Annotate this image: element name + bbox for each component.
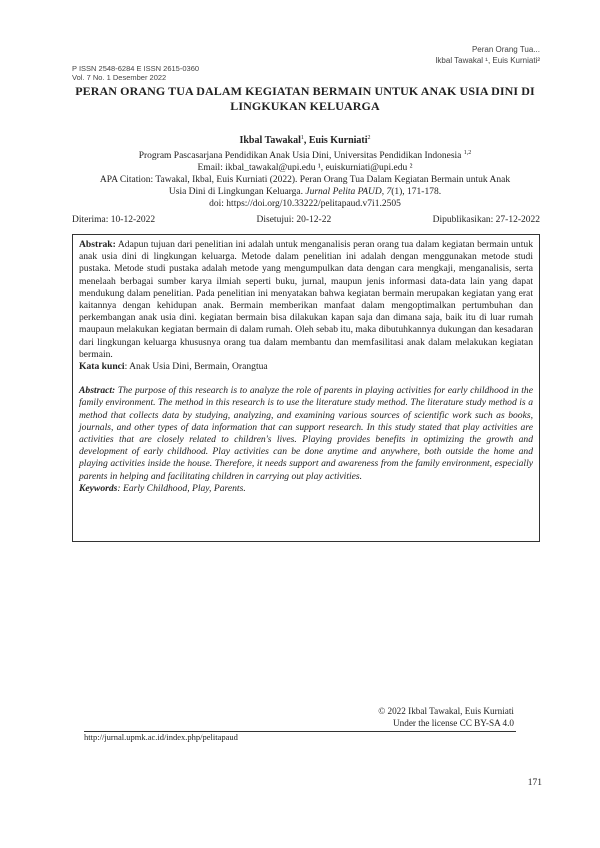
author-1-sup: 1 xyxy=(300,135,304,141)
abstract-en-label: Abstract: xyxy=(79,385,116,397)
doi-link[interactable]: doi: https://doi.org/10.33222/pelitapaud.v7i1.2505 xyxy=(209,199,401,210)
issn-line: P ISSN 2548-6284 E ISSN 2615-0360 xyxy=(72,64,200,73)
paper-title: PERAN ORANG TUA DALAM KEGIATAN BERMAIN UNTUK ANAK USIA DINI DI LINGKUKAN KELUARGA xyxy=(75,84,535,113)
license-line: Under the license CC BY-SA 4.0 xyxy=(393,718,514,728)
email-line: Email: ikbal_tawakal@upi.edu ¹, euiskurniati@upi.edu ² xyxy=(197,163,413,174)
page-number: 171 xyxy=(527,778,542,788)
keywords-id-text: : Anak Usia Dini, Bermain, Orangtua xyxy=(124,361,268,373)
license-block xyxy=(378,705,514,729)
author-2-sup: 2 xyxy=(367,135,371,141)
date-received: Diterima: 10-12-2022 xyxy=(72,215,156,225)
affiliation-text: Program Pascasarjana Pendidikan Anak Usia Dini, Universitas Pendidikan Indonesia xyxy=(138,151,462,162)
running-head-authors: Ikbal Tawakal ¹, Euis Kurniati² xyxy=(435,56,540,65)
date-published: Dipublikasikan: 27-12-2022 xyxy=(432,215,540,225)
keywords-id-label: Kata kunci xyxy=(79,361,125,373)
dates-row xyxy=(72,215,540,225)
author-block xyxy=(72,132,538,210)
abstract-english xyxy=(79,385,533,483)
citation-line-2 xyxy=(72,186,538,198)
abstract-indonesian xyxy=(79,239,533,361)
affiliation-sup: 1,2 xyxy=(463,150,472,157)
abstract-box xyxy=(72,234,540,542)
keywords-english xyxy=(79,483,533,495)
abstract-id-label: Abstrak: xyxy=(79,239,116,250)
copyright-line: © 2022 Ikbal Tawakal, Euis Kurniati xyxy=(378,706,514,716)
keywords-indonesian xyxy=(79,361,533,373)
affiliation xyxy=(72,147,538,162)
running-head xyxy=(435,44,540,66)
keywords-en-text: : Early Childhood, Play, Parents. xyxy=(117,482,246,494)
citation-line-1: APA Citation: Tawakal, Ikbal, Euis Kurniati (2022). Peran Orang Tua Dalam Kegiatan Bermain untuk Anak xyxy=(99,175,511,186)
volume-line: Vol. 7 No. 1 Desember 2022 xyxy=(72,73,167,82)
author-2: Euis Kurniati xyxy=(308,135,368,147)
running-head-title: Peran Orang Tua... xyxy=(471,45,540,54)
date-approved: Disetujui: 20-12-22 xyxy=(256,215,332,225)
citation-prefix: Usia Dini di Lingkungan Keluarga. xyxy=(168,187,306,198)
citation-rest: (1), 171-178. xyxy=(391,187,442,198)
author-names xyxy=(72,132,538,147)
author-1: Ikbal Tawakal xyxy=(239,135,301,147)
abstract-en-text: The purpose of this research is to analyze the role of parents in playing activities for early childhood in the family environment. The method in this research is to use the literature study method. The literature study method is a method that collects data by studying, analyzing, and examining various sources of scientific work such as books, journals, and other types of data information that can support research. In this study stated that play activities are activities that are closely related to children's lives. Playing provides benefits in optimizing the growth and development of early childhood. Play activities can be done anytime and anywhere, both outside the home and playing activities inside the house. Therefore, it needs support and awareness from the family environment, especially parents in helping and facilitating children in carrying out play activities. xyxy=(79,385,533,482)
journal-url-link[interactable]: http://jurnal.upmk.ac.id/index.php/pelitapaud xyxy=(84,732,238,742)
issn-block xyxy=(72,64,199,82)
keywords-en-label: Keywords xyxy=(79,482,118,494)
author-sep: , xyxy=(303,135,309,147)
citation-journal: Jurnal Pelita PAUD, 7 xyxy=(305,187,392,198)
abstract-id-text: Adapun tujuan dari penelitian ini adalah untuk menganalisis peran orang tua dalam kegiatan bermain untuk anak usia dini di lingkungan keluarga. Metode dalam penelitian ini adalah dengan menggunakan metode studi pustaka. Metode studi pustaka adalah metode yang mengumpulkan data dengan cara mengkaji, menganalisis, serta menelaah berbagai sumber karya ilmiah seperti buku, jurnal, maupun jenis informasi data-data lain yang dapat mendukung dalam penelitian. Pada penelitian ini menyatakan bahwa kegiatan bermain merupakan kegiatan yang erat kaitannya dengan kehidupan anak. Bermain memberikan manfaat dalam mengoptimalkan pertumbuhan dan perkembangan anak usia dini. kegiatan bermain bisa dilakukan kapan saja dan dimana saja, baik itu di luar rumah maupaun melakukan kegiatan bermain di dalam rumah. Oleh sebab itu, maka dibutuhkannya dukungan dan kesadaran dari lingkungan keluarga khususnya orang tua dalam membantu dan memfasilitasi anak dalam melakukan kegiatan bermain. xyxy=(79,239,533,360)
